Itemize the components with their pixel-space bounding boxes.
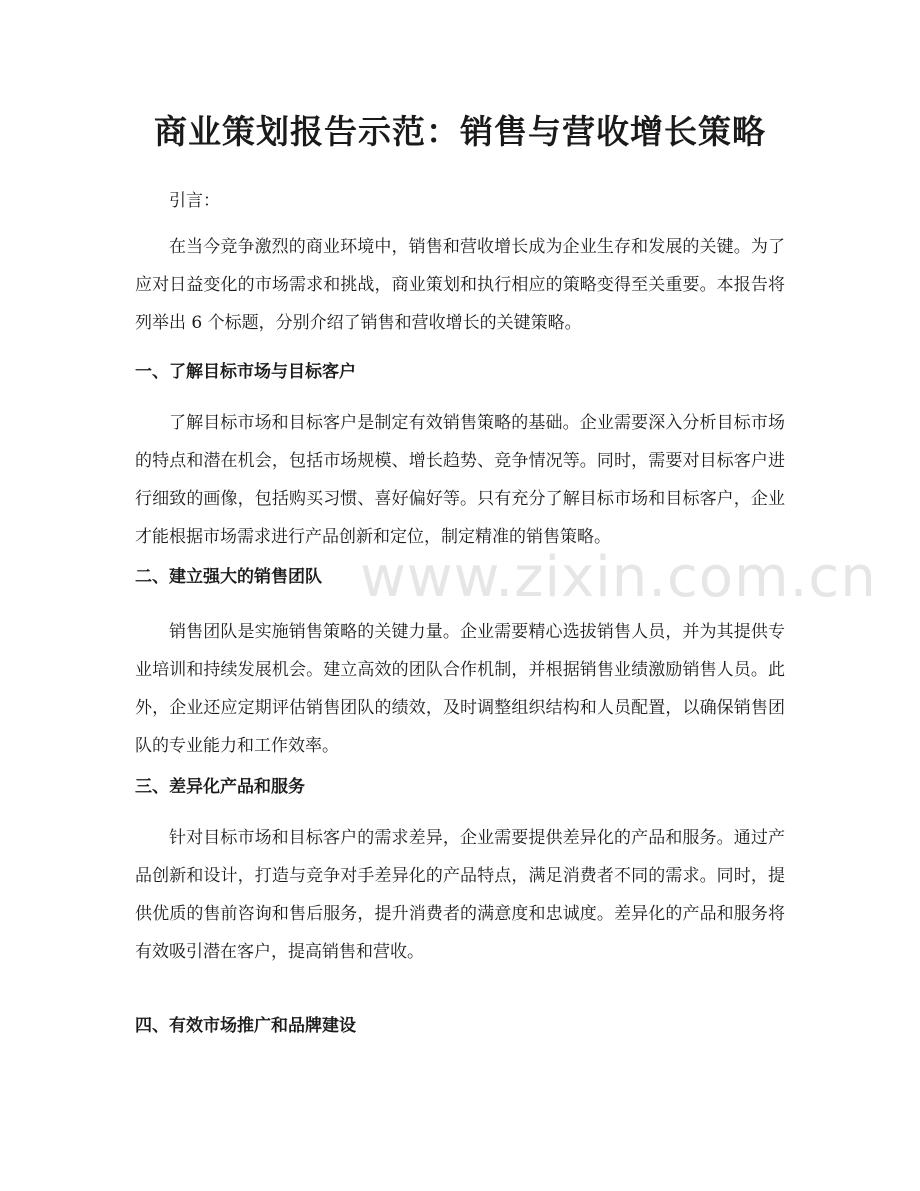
section-heading-1: 一、了解目标市场与目标客户 (135, 362, 356, 382)
intro-paragraph: 在当今竞争激烈的商业环境中，销售和营收增长成为企业生存和发展的关键。为了应对日益变化的市场需求和挑战，商业策划和执行相应的策略变得至关重要。本报告将列举出 6 个标题，分别介绍了销售和营收增长的关键策略。 (135, 237, 785, 333)
section-heading-3: 三、差异化产品和服务 (135, 777, 305, 797)
page-title: 商业策划报告示范：销售与营收增长策略 (154, 112, 766, 151)
section-body-2: 销售团队是实施销售策略的关键力量。企业需要精心选拔销售人员，并为其提供专业培训和持续发展机会。建立高效的团队合作机制，并根据销售业绩激励销售人员。此外，企业还应定期评估销售团队的绩效，及时调整组织结构和人员配置，以确保销售团队的专业能力和工作效率。 (135, 622, 785, 756)
section-body-1: 了解目标市场和目标客户是制定有效销售策略的基础。企业需要深入分析目标市场的特点和潜在机会，包括市场规模、增长趋势、竞争情况等。同时，需要对目标客户进行细致的画像，包括购买习惯、喜好偏好等。只有充分了解目标市场和目标客户，企业才能根据市场需求进行产品创新和定位，制定精准的销售策略。 (135, 413, 785, 547)
watermark: www.zixin.com.cn (360, 545, 877, 610)
section-heading-2: 二、建立强大的销售团队 (135, 567, 322, 587)
section-body-3: 针对目标市场和目标客户的需求差异，企业需要提供差异化的产品和服务。通过产品创新和设计，打造与竞争对手差异化的产品特点，满足消费者不同的需求。同时，提供优质的售前咨询和售后服务，提升消费者的满意度和忠诚度。差异化的产品和服务将有效吸引潜在客户，提高销售和营收。 (135, 828, 785, 962)
intro-label: 引言： (169, 191, 220, 211)
section-heading-4: 四、有效市场推广和品牌建设 (135, 1016, 356, 1036)
